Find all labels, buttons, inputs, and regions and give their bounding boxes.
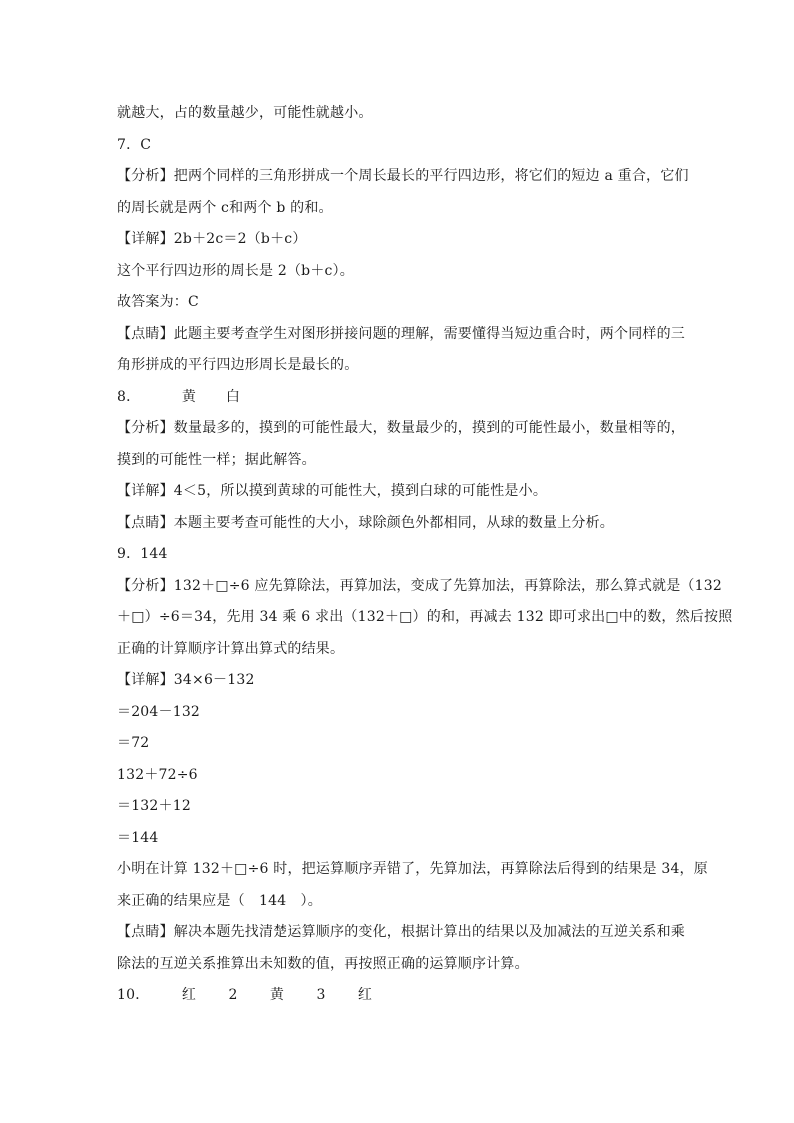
answer-blank: 黄: [269, 987, 285, 1003]
comment-7: 【点睛】此题主要考查学生对图形拼接问题的理解，需要懂得当短边重合时，两个同样的三: [117, 325, 685, 342]
calc-step: ＝72: [117, 735, 150, 751]
calc-step: ＝204－132: [117, 703, 201, 720]
detail-7: 【详解】2b＋2c＝2（b＋c）: [117, 231, 307, 247]
analysis-7: 【分析】把两个同样的三角形拼成一个周长最长的平行四边形，将它们的短边 a 重合，它们: [117, 168, 689, 184]
answer-blank: 2: [228, 987, 238, 1003]
text-line: 小明在计算 132＋□÷6 时，把运算顺序弄错了，先算加法，再算除法后得到的结果是 34，原: [117, 861, 708, 877]
answer-blank: 红: [357, 987, 373, 1003]
comment-8: 【点睛】本题主要考查可能性的大小，球除颜色外都相同，从球的数量上分析。: [117, 514, 614, 531]
analysis-8: 【分析】数量最多的，摸到的可能性最大，数量最少的，摸到的可能性最小，数量相等的，: [117, 420, 685, 436]
question-7-answer: 7．C: [117, 136, 152, 153]
question-number: 8．: [117, 388, 141, 405]
text-line: 就越大，占的数量越少，可能性就越小。: [117, 105, 373, 121]
detail-9: 【详解】34×6－132: [117, 672, 255, 688]
calc-step: 132＋72÷6: [117, 766, 198, 783]
text-line: 除法的互逆关系推算出未知数的值，再按照正确的运算顺序计算。: [117, 955, 529, 972]
text-line: 这个平行四边形的周长是 2（b＋c）。: [117, 262, 354, 279]
text-line: 的周长就是两个 c和两个 b 的和。: [117, 199, 333, 216]
text-line: 正确的计算顺序计算出算式的结果。: [117, 640, 345, 657]
answer-content: [117, 101, 733, 1015]
calc-step: ＝144: [117, 829, 159, 846]
answer-blank: 3: [316, 987, 326, 1003]
text-line: 来正确的结果应是（ 144 ）。: [117, 892, 322, 909]
answer-blank: 红: [181, 987, 197, 1003]
question-9-answer: 9．144: [117, 546, 168, 562]
comment-9: 【点睛】解决本题先找清楚运算顺序的变化，根据计算出的结果以及加减法的互逆关系和乘: [117, 924, 685, 940]
detail-8: 【详解】4＜5，所以摸到黄球的可能性大，摸到白球的可能性是小。: [117, 483, 548, 499]
question-10-answer: [117, 983, 687, 1015]
text-line: 摸到的可能性一样；据此解答。: [117, 451, 316, 468]
question-8-answer: [117, 385, 687, 417]
text-line: 故答案为：C: [117, 294, 199, 310]
question-number: 10．: [117, 987, 150, 1003]
text-line: 角形拼成的平行四边形周长是最长的。: [117, 357, 359, 373]
analysis-9: 【分析】132＋□÷6 应先算除法，再算加法，变成了先算加法，再算除法，那么算式就是（132: [117, 577, 722, 594]
answer-blank: 白: [225, 388, 241, 405]
answer-blank: 黄: [181, 388, 197, 405]
text-line: ＋□）÷6＝34，先用 34 乘 6 求出（132＋□）的和，再减去 132 即可求出□中的数，然后按照: [117, 609, 733, 625]
calc-step: ＝132＋12: [117, 798, 191, 814]
